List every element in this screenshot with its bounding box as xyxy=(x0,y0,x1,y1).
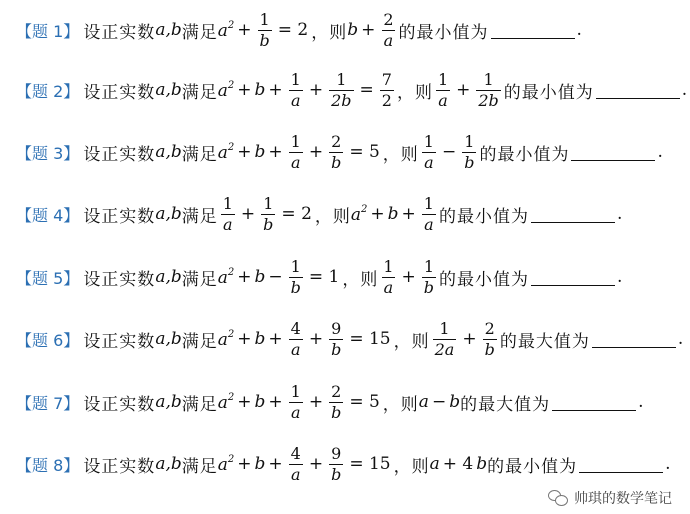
problem-6: 【题 6】 设正实数 a,b 满足 $a^2$ + b + $\frac{4}{a}$ + $\frac{9}{b}$ = 15 ， 则 $\frac{1}{2a}$ + $\frac{2}{b}$ 的最大值为 . xyxy=(16,318,684,359)
vars: a,b xyxy=(155,204,182,224)
problem-7: 【题 7】 设正实数 a,b 满足 $a^2$ + b + $\frac{1}{a}$ + $\frac{2}{b}$ = 5 ， 则 a − b 的最大值为 . xyxy=(16,381,644,422)
fraction: $\frac{2}{b}$ xyxy=(331,131,342,172)
fraction: $\frac{7}{2}$ xyxy=(381,69,392,110)
vars: a,b xyxy=(155,329,182,349)
then-label: 则 xyxy=(332,206,351,227)
cond-label: 满足 xyxy=(181,82,218,103)
problem-8: 【题 8】 设正实数 a,b 满足 $a^2$ + b + $\frac{4}{a}$ + $\frac{9}{b}$ = 15 ， 则 a + 4 b 的最小值为 . xyxy=(16,443,671,484)
answer-blank xyxy=(571,144,655,161)
answer-blank xyxy=(596,82,680,99)
lead-text: 设正实数 xyxy=(83,206,156,227)
answer-blank xyxy=(531,206,615,223)
cond-label: 满足 xyxy=(181,456,218,477)
vars: a,b xyxy=(155,20,182,40)
then-label: 则 xyxy=(400,144,419,165)
fraction: $\frac{1}{a}$ xyxy=(222,193,233,234)
answer-blank xyxy=(552,394,636,411)
answer-blank xyxy=(579,456,663,473)
fraction: $\frac{1}{b}$ xyxy=(263,193,274,234)
lead-text: 设正实数 xyxy=(83,22,156,43)
ask-text: 的最小值为 xyxy=(398,22,489,43)
cond-label: 满足 xyxy=(181,394,218,415)
problem-5: 【题 5】 设正实数 a,b 满足 $a^2$ + b − $\frac{1}{b}$ = 1 ， 则 $\frac{1}{a}$ + $\frac{1}{b}$ 的最小值为 . xyxy=(16,256,623,297)
answer-blank xyxy=(491,22,575,39)
vars: a,b xyxy=(155,454,182,474)
wechat-icon xyxy=(548,490,568,506)
then-label: 则 xyxy=(411,456,430,477)
cond-label: 满足 xyxy=(181,206,218,227)
then-label: 则 xyxy=(411,331,430,352)
problem-tag: 【题 1】 xyxy=(16,21,80,41)
fraction: $\frac{1}{2b}$ xyxy=(478,69,499,110)
ask-text: 的最大值为 xyxy=(499,331,590,352)
ask-text: 的最小值为 xyxy=(503,82,594,103)
fraction: $\frac{1}{a}$ xyxy=(423,193,434,234)
then-label: 则 xyxy=(360,269,379,290)
fraction: $\frac{1}{2b}$ xyxy=(331,69,352,110)
then-label: 则 xyxy=(329,22,348,43)
watermark xyxy=(548,488,672,508)
problem-1: 【题 1】 设正实数 a,b 满足 $a^2$ + $\frac{1}{b}$ = 2 ， 则 b + $\frac{2}{a}$ 的最小值为 . xyxy=(16,9,582,50)
problem-tag: 【题 5】 xyxy=(16,268,80,288)
fraction: $\frac{9}{b}$ xyxy=(331,443,342,484)
fraction: $\frac{9}{b}$ xyxy=(331,318,342,359)
fraction: $\frac{1}{a}$ xyxy=(290,131,301,172)
cond-label: 满足 xyxy=(181,331,218,352)
lead-text: 设正实数 xyxy=(83,269,156,290)
fraction: $\frac{1}{b}$ xyxy=(290,256,301,297)
problem-tag: 【题 6】 xyxy=(16,330,80,350)
fraction: $\frac{2}{a}$ xyxy=(383,9,394,50)
ask-text: 的最小值为 xyxy=(487,456,578,477)
fraction: $\frac{1}{b}$ xyxy=(423,256,435,297)
problem-4: 【题 4】 设正实数 a,b 满足 $\frac{1}{a}$ + $\frac{1}{b}$ = 2 ， 则 $a^2$ + b + $\frac{1}{a}$ 的最小值为 . xyxy=(16,193,623,234)
fraction: $\frac{1}{a}$ xyxy=(383,256,394,297)
cond-label: 满足 xyxy=(181,22,218,43)
fraction: $\frac{2}{b}$ xyxy=(331,381,342,422)
formula: $a^2$ xyxy=(217,19,235,41)
lead-text: 设正实数 xyxy=(83,82,156,103)
fraction: $\frac{1}{a}$ xyxy=(290,381,301,422)
fraction: $\frac{1}{b}$ xyxy=(259,9,270,50)
lead-text: 设正实数 xyxy=(83,331,156,352)
answer-blank xyxy=(531,269,615,286)
problem-3: 【题 3】 设正实数 a,b 满足 $a^2$ + b + $\frac{1}{a}$ + $\frac{2}{b}$ = 5 ， 则 $\frac{1}{a}$ − $\frac{1}{b}$ 的最小值为 . xyxy=(16,131,663,172)
ask-text: 的最小值为 xyxy=(438,206,529,227)
cond-label: 满足 xyxy=(181,144,218,165)
then-label: 则 xyxy=(414,82,433,103)
lead-text: 设正实数 xyxy=(83,144,156,165)
fraction: $\frac{1}{a}$ xyxy=(423,131,434,172)
fraction: $\frac{4}{a}$ xyxy=(290,443,301,484)
ask-text: 的最大值为 xyxy=(460,394,551,415)
problem-tag: 【题 2】 xyxy=(16,81,80,101)
lead-text: 设正实数 xyxy=(83,456,156,477)
ask-text: 的最小值为 xyxy=(479,144,570,165)
fraction: $\frac{1}{2a}$ xyxy=(434,318,455,359)
then-label: 则 xyxy=(400,394,419,415)
lead-text: 设正实数 xyxy=(83,394,156,415)
fraction: $\frac{1}{a}$ xyxy=(290,69,301,110)
vars: a,b xyxy=(155,142,182,162)
ask-text: 的最小值为 xyxy=(439,269,530,290)
problem-tag: 【题 4】 xyxy=(16,205,80,225)
fraction: $\frac{4}{a}$ xyxy=(290,318,301,359)
vars: a,b xyxy=(155,392,182,412)
problem-tag: 【题 8】 xyxy=(16,455,80,475)
watermark-text: 帅琪的数学笔记 xyxy=(574,491,672,507)
answer-blank xyxy=(592,331,676,348)
cond-label: 满足 xyxy=(181,269,218,290)
fraction: $\frac{2}{b}$ xyxy=(484,318,495,359)
vars: a,b xyxy=(155,267,182,287)
problem-2: 【题 2】 设正实数 a,b 满足 $a^2$ + b + $\frac{1}{a}$ + $\frac{1}{2b}$ = $\frac{7}{2}$ ， 则 $\frac{1}{a}$ + $\frac{1}{2b}$ 的最小值为 . xyxy=(16,69,688,110)
problem-tag: 【题 7】 xyxy=(16,393,80,413)
problem-tag: 【题 3】 xyxy=(16,143,80,163)
vars: a,b xyxy=(155,80,182,100)
fraction: $\frac{1}{a}$ xyxy=(437,69,449,110)
fraction: $\frac{1}{b}$ xyxy=(464,131,475,172)
